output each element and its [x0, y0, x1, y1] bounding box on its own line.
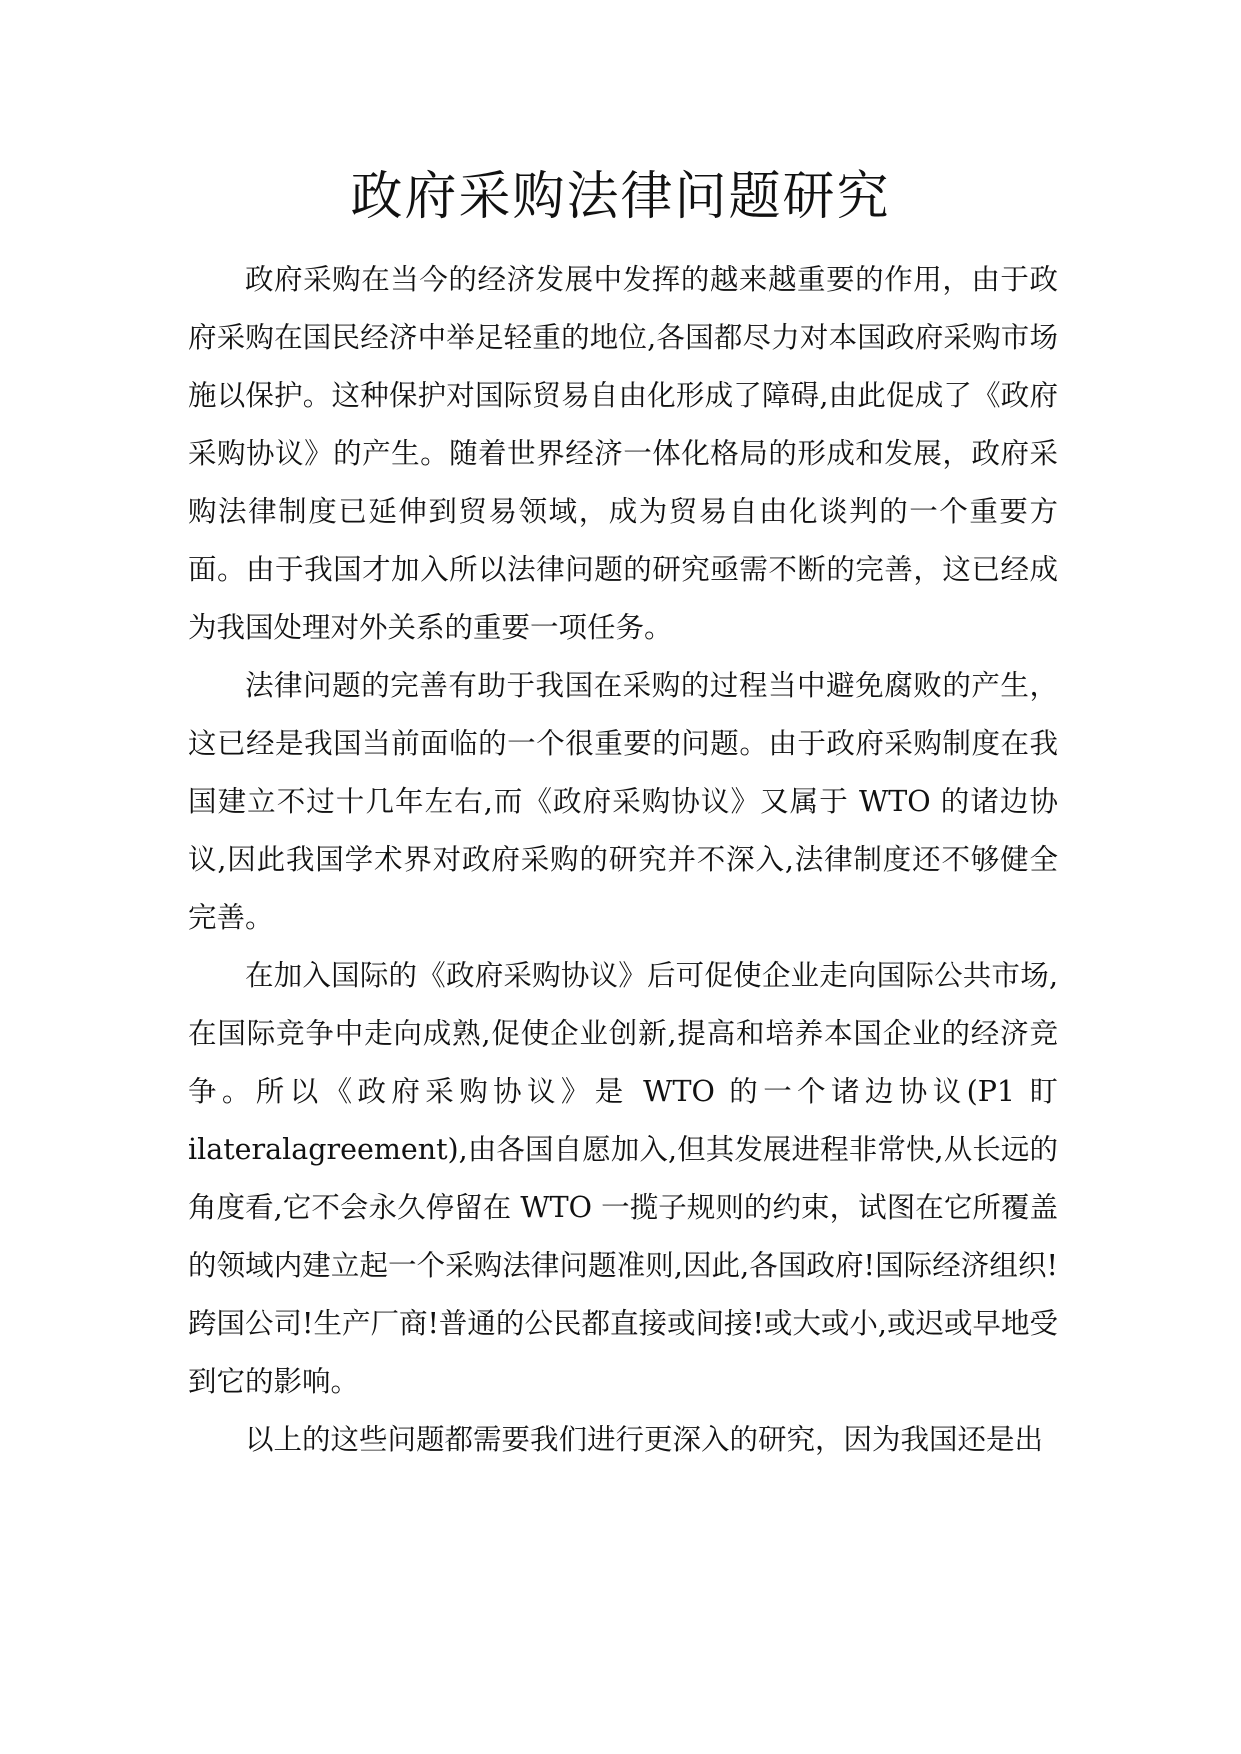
document-body: [188, 251, 1058, 1469]
paragraph-3: 在加入国际的《政府采购协议》后可促使企业走向国际公共市场,在国际竞争中走向成熟,促使企业创新,提高和培养本国企业的经济竞争。所以《政府采购协议》是 WTO 的一个诸边协议(P1 盯ilateralagreement),由各国自愿加入,但其发展进程非常快,从长远的角度看,它不会永久停留在 WTO 一揽子规则的约束，试图在它所覆盖的领域内建立起一个采购法律问题准则,因此,各国政府!国际经济组织!跨国公司!生产厂商!普通的公民都直接或间接!或大或小,或迟或早地受到它的影响。: [188, 959, 1058, 1398]
document-title: 政府采购法律问题研究: [350, 167, 891, 227]
paragraph-4: 以上的这些问题都需要我们进行更深入的研究，因为我国还是出: [245, 1423, 1044, 1456]
paragraph-1: 政府采购在当今的经济发展中发挥的越来越重要的作用，由于政府采购在国民经济中举足轻重的地位,各国都尽力对本国政府采购市场施以保护。这种保护对国际贸易自由化形成了障碍,由此促成了《政府采购协议》的产生。随着世界经济一体化格局的形成和发展，政府采购法律制度已延伸到贸易领域，成为贸易自由化谈判的一个重要方面。由于我国才加入所以法律问题的研究亟需不断的完善，这已经成为我国处理对外关系的重要一项任务。: [188, 263, 1058, 644]
paragraph-2: 法律问题的完善有助于我国在采购的过程当中避免腐败的产生，这已经是我国当前面临的一个很重要的问题。由于政府采购制度在我国建立不过十几年左右,而《政府采购协议》又属于 WTO 的诸边协议,因此我国学术界对政府采购的研究并不深入,法律制度还不够健全完善。: [188, 669, 1058, 934]
